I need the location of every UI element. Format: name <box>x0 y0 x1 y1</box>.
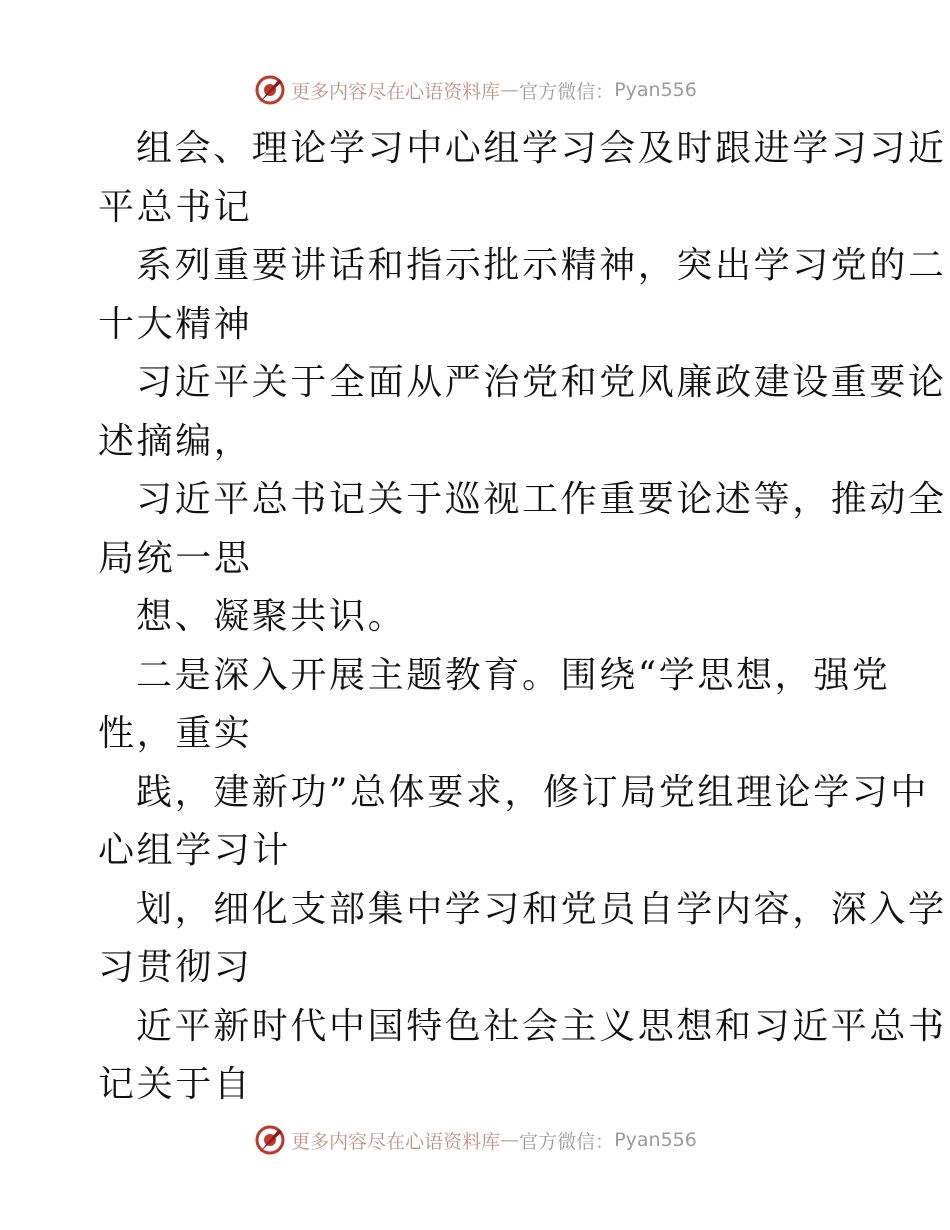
watermark-site-name: 更多内容尽在心语资料库 <box>291 80 501 103</box>
text-line: 局统一思 <box>98 537 253 579</box>
text-line: 述摘编， <box>98 420 253 462</box>
document-body <box>98 120 947 1115</box>
watermark-official: 官方微信： <box>519 1130 615 1153</box>
watermark-separator: — <box>500 79 520 101</box>
text-line: 想、凝聚共识。 <box>136 596 407 637</box>
quill-logo-icon <box>253 1123 287 1157</box>
text-line: 十大精神 <box>98 303 253 345</box>
text-line: 组会、理论学习中心组学习会及时跟进学习习近 <box>136 128 947 169</box>
watermark-wechat-id: Pyan556 <box>614 1129 697 1151</box>
watermark-separator: — <box>500 1129 520 1151</box>
text-line: 近平新时代中国特色社会主义思想和习近平总书 <box>136 1005 947 1047</box>
text-line: 习近平总书记关于巡视工作重要论述等，推动全 <box>136 479 947 520</box>
quill-logo-icon <box>253 73 287 107</box>
text-line: 心组学习计 <box>98 830 292 871</box>
text-line: 践，建新功”总体要求，修订局党组理论学习中 <box>136 771 930 813</box>
text-line: 习近平关于全面从严治党和党风廉政建设重要论 <box>136 362 947 403</box>
text-line: 二是深入开展主题教育。围绕“学思想，强党 <box>136 654 891 696</box>
watermark-wechat-id: Pyan556 <box>614 79 697 101</box>
footer-watermark <box>0 1120 950 1160</box>
watermark-site-name: 更多内容尽在心语资料库 <box>291 1130 501 1153</box>
text-line: 性，重实 <box>98 713 253 754</box>
text-line: 系列重要讲话和指示批示精神，突出学习党的二 <box>136 245 947 286</box>
text-line: 习贯彻习 <box>98 947 253 988</box>
text-line: 划，细化支部集中学习和党员自学内容，深入学 <box>136 888 947 930</box>
watermark-official: 官方微信： <box>519 80 615 103</box>
header-watermark <box>0 70 950 110</box>
text-line: 平总书记 <box>98 186 253 228</box>
text-line: 记关于自 <box>98 1064 253 1105</box>
